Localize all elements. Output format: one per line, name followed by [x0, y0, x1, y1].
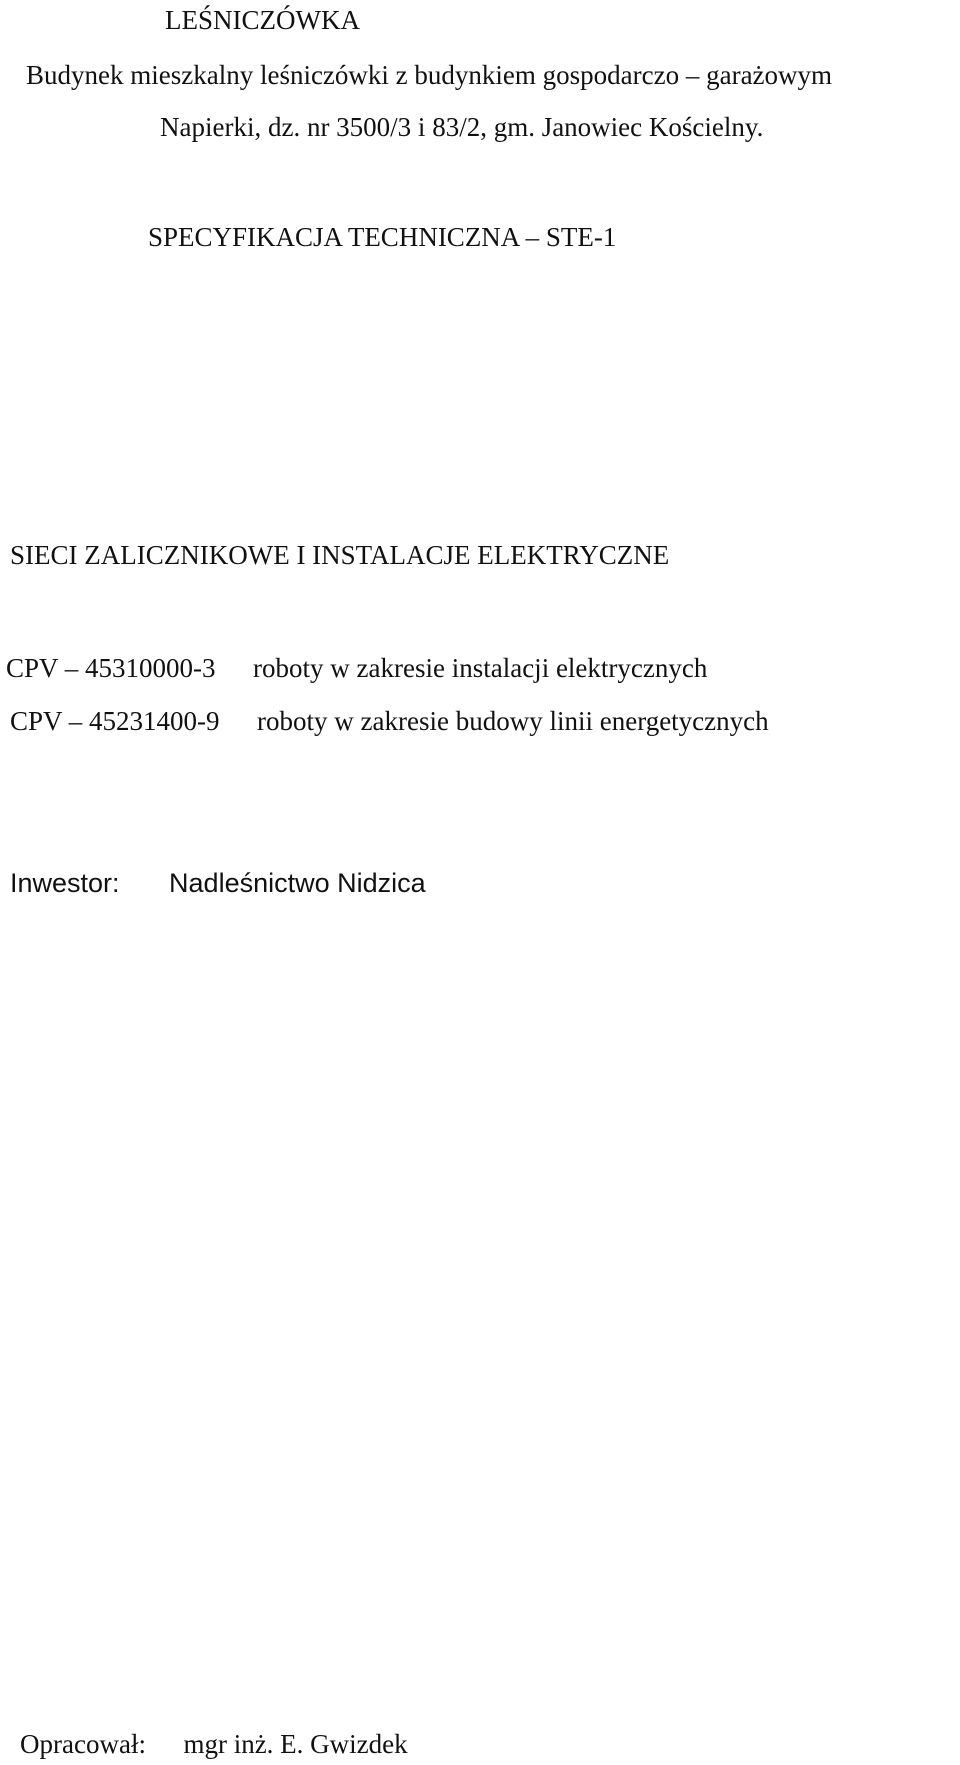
section-title: SIECI ZALICZNIKOWE I INSTALACJE ELEKTRYCZNE — [10, 540, 670, 570]
prepared-label: Opracował: — [20, 1729, 146, 1759]
investor-line — [10, 868, 426, 899]
cpv-prefix-1: CPV — [6, 653, 59, 683]
building-description: Budynek mieszkalny leśniczówki z budynkiem gospodarczo – garażowym — [26, 60, 833, 90]
prepared-value: mgr inż. E. Gwizdek — [183, 1729, 408, 1759]
cpv-description-1: roboty w zakresie instalacji elektrycznych — [253, 653, 708, 683]
cpv-description-2: roboty w zakresie budowy linii energetycznych — [257, 706, 769, 736]
document-title: LEŚNICZÓWKA — [165, 5, 360, 35]
prepared-by-line — [20, 1729, 408, 1760]
cpv-entry-2 — [10, 706, 769, 737]
cpv-dash-2: – — [68, 706, 90, 736]
cpv-prefix-2: CPV — [10, 706, 63, 736]
cpv-dash-1: – — [64, 653, 86, 683]
cpv-code-2: 45231400-9 — [89, 706, 220, 736]
specification-title: SPECYFIKACJA TECHNICZNA – STE-1 — [148, 222, 617, 252]
investor-label: Inwestor: — [10, 868, 120, 898]
cpv-entry-1 — [6, 653, 707, 684]
cpv-code-1: 45310000-3 — [85, 653, 216, 683]
location-line: Napierki, dz. nr 3500/3 i 83/2, gm. Janowiec Kościelny. — [160, 112, 764, 142]
investor-value: Nadleśnictwo Nidzica — [169, 868, 426, 898]
